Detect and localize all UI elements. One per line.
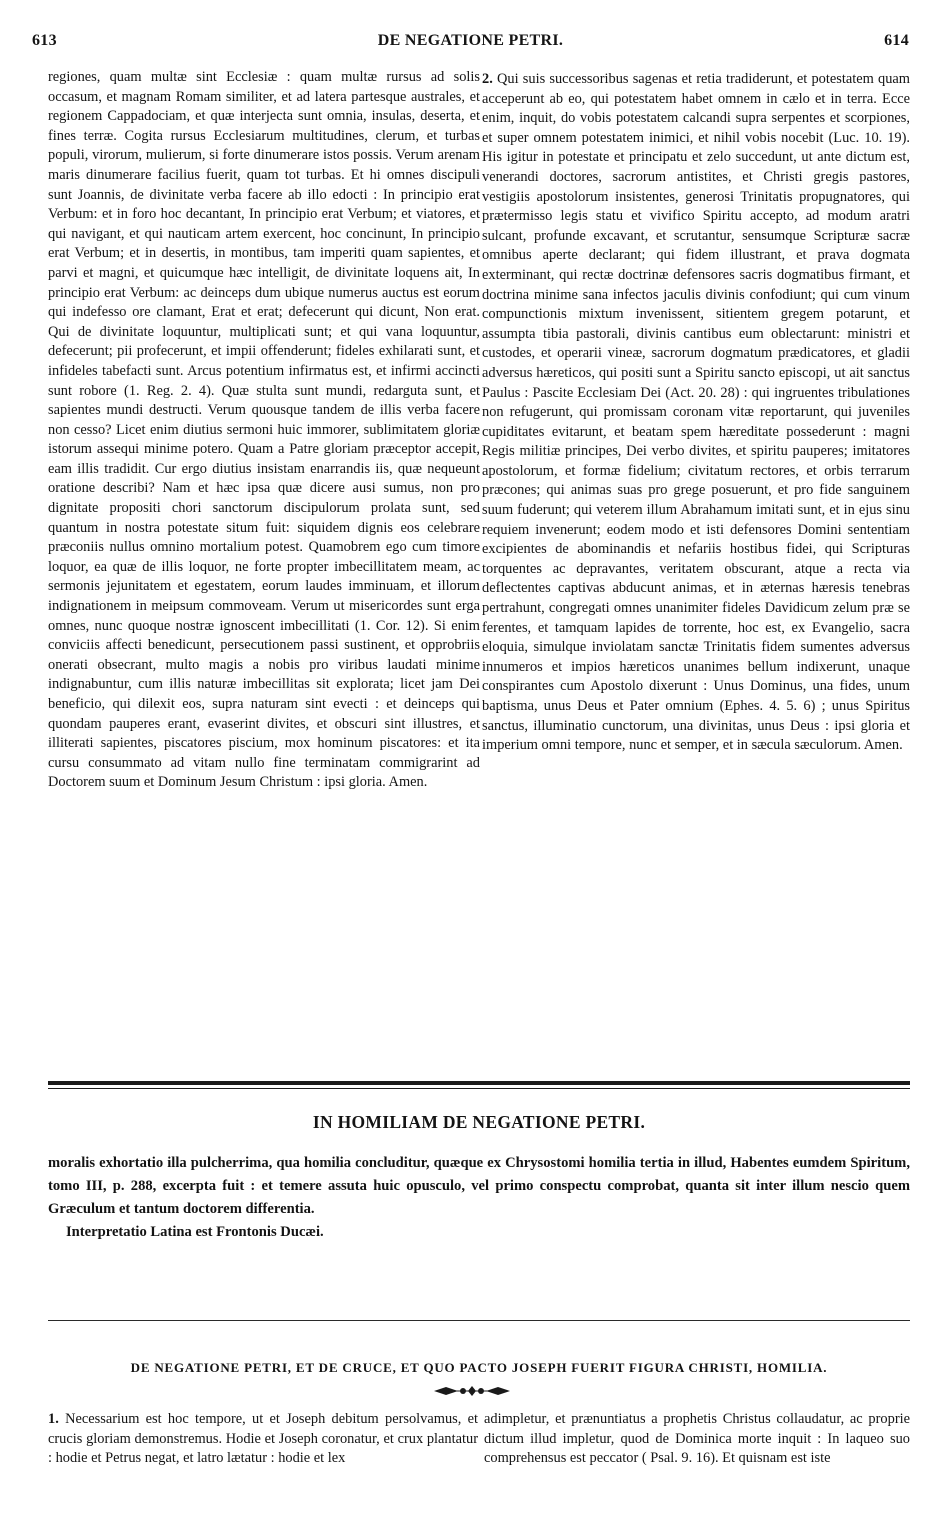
book-page [32,30,909,1520]
section-intro [48,1152,910,1244]
column-left-text: regiones, quam multæ sint Ecclesiæ : quam multæ rursus ad solis occasum, et magnam Romam similiter, et ad latera partesque australes, et regionem Cappadociam, et quæ interjecta sunt omnia, insulas, deserta, et fines terræ. Cogita rursus Ecclesiarum multitudines, clerum, et turbas populi, virorum, mulierum, si forte dinumerare istos possis. Verum arenam maris dinumerare facilius fuerit, quam tot turbas. Et hi omnes discipuli sunt Joannis, de divinitate verba facere ab illo edocti : In principio erat Verbum: et in foro hoc decantant, In principio erat Verbum; et viatores, et qui navigant, et qui nauticam artem exercent, hoc concinunt, In principio erat Verbum; et in desertis, in montibus, tam imperiti quam sapientes, et parvi et magni, et quicumque hæc intelligit, de divinitate loquens ait, In principio erat Verbum: ac deinceps dum ubique numerus auctus est eorum qui indefesso ore clamant, Erat et erat; defecerunt qui dicunt, Non erat. Qui de divinitate loquuntur, multiplicati sunt; et qui vana loquuntur, defecerunt; pii profecerunt, et impii offenderunt; fideles exhilarati sunt, et infideles tabefacti sunt. Arcus potentium infirmatus est, et infirmi accincti sunt robore (1. Reg. 2. 4). Quæ stulta sunt mundi, redarguta sunt, et sapientes mundi destructi. Verum quousque tandem de illis verba facere non cesso? Licet enim diutius sermoni huic immorer, sublimitatem gloriæ istorum assequi minime potero. Quam a Patre gloriam præceptor accepit, eam illis tradidit. Cur ergo diutius insistam enarrandis iis, quæ nequeunt oratione describi? Nam et hæc ipsa quæ dicere ausi sumus, non pro dignitate propositi chori sanctorum discipulorum prolata sunt, sed quantum in nostra potestate situm fuit: siquidem dignis eos celebrare præconiis nullus omnino mortalium potest. Quamobrem ego cum timore loquor, ea quæ de illis loquor, ne forte propter imbecillitatem meam, ac sermonis jejunitatem et egestatem, eorum laudes imminuam, et illorum indignationem in meipsum commoveam. Verum ut misericordes sunt erga omnes, nunc quoque nostræ ignoscent imbecillitati (1. Cor. 12). Si enim conviciis affecti benedicunt, persecutionem passi sustinent, et opprobriis onerati obsecrant, multo magis a nobis pro viribus laudati minime indignabuntur, cum illis naturæ imbecillitas sit explorata; licet jam Dei beneficio, qui dilexit eos, supra naturam sint evecti : et deinceps qui quondam pauperes erant, evaserint divites, et obscuri sint illustres, et illiterati sapientes, piscatores piscium, mox hominum piscatores: et ita cursu consummato ad vitam nullo fine terminatam commigrarint ad Doctorem suum et Dominum Jesum Christum : ipsi gloria. Amen. [48,69,480,791]
section-heading: IN HOMILIAM DE NEGATIONE PETRI. [312,1112,646,1132]
paragraph-2 [482,70,910,756]
homily-col2-text: adimpletur, et prænuntiatus a prophetis Christus collaudatur, ac proprie dictum illud impletur, quod de Dominica morte inquit : In laqueo suo comprehensus est peccator ( Psal. 9. 16). Et quisnam est iste [484,1411,910,1467]
homily-col1-text: Necessarium est hoc tempore, ut et Joseph debitum persolvamus, et crucis gloriam demonstremus. Hodie et Joseph coronatur, et crux plantatur : hodie et Petrus negat, et latro lætatur : hodie et lex [48,1411,478,1467]
homily-column-left [48,1410,478,1520]
double-rule-thick [48,1081,910,1085]
homily-column-right [484,1410,910,1520]
text-column-right [482,70,910,1015]
column-right-text: Qui suis successoribus sagenas et retia tradiderunt, et potestatem quam acceperunt ab eo, qui potestatem habet omnem in cælo et in terra. Ecce enim, inquit, do vobis potestatem calcandi supra serpentes et scorpiones, et super omnem potestatem inimici, et nihil vobis nocebit (Luc. 10. 19). His igitur in potestate et principatu et zelo succedunt, ut ante dictum est, venerandi doctores, sacrorum antistites, et Christi gregis pastores, vestigiis apostolorum insistentes, generosi Trinitatis propugnatores, qui prætermisso legis statu et vivifico Spiritu accepto, ad modum aratri sulcant, profunde excavant, et scrutantur, sensumque Scripturæ sacræ omnibus aperte declarant; qui fidem illustrant, et prava dogmata exterminant, qui rectæ doctrinæ defensores sacris dogmatibus firmant, et doctrina minime sana infectos jaculis divinis confodiunt; qui cum vinum compunctionis mixtum invenissent, sitientem gregem potarunt, et assumpta tibia pastorali, divinis cantibus eum oblectarunt: ministri et custodes, et operarii vineæ, sacrorum dogmatum prædicatores, et gladii adversus hæreticos, qui positi sunt a Spiritu sancto episcopi, ut ait sanctus Paulus : Pascite Ecclesiam Dei (Act. 20. 28) : qui ingruentes tribulationes non refugerunt, qui promissam coronam vitæ reportarunt, qui juveniles cupiditates evitarunt, et beatam spem hæreditate possederunt : magni Regis militiæ principes, Dei verbo divites, et spiritu pauperes; imitatores apostolorum, et formæ fidelium; civitatum rectores, et orbis terrarum præcones; qui animas suas pro grege posuerunt, et pro fide sanguinem suum fuderunt; qui veterem illum Abrahamum imitati sunt, et in ejus sinu requiem invenerunt; eodem modo et isti defensores Domini sententiam excipientes de abominandis et nefariis hostibus fidei, qui Scripturas torquentes ac depravantes, veritatem obscurant, atque a recta via deflectentes captivas abducunt animas, et in æternas hæresis tenebras pertrahunt, congregati omnes unanimiter fideles Davidicum zelum præ se ferentes, et tamquam lapides de torrente, hoc est, ex Evangelio, sacra eloquia, simulque inviolatam sanctæ Trinitatis fidem sumentes adversus innumeros et impios hæreticos unanimes bellum indixerunt, unaque conspirantes cum Apostolo dixerunt : Unus Dominus, una fides, unum baptisma, unus Deus et Pater omnium (Ephes. 4. 5. 6) ; unus Spiritus sanctus, illuminatio cunctorum, una divinitas, unus Deus : ipsi gloria et imperium omni tempore, nunc et semper, et in sæcula sæculorum. Amen. [482,71,910,754]
ornament-icon [432,1384,512,1398]
double-rule-thin [48,1088,910,1089]
homily-paragraph-1 [48,1410,478,1469]
section-divider [48,1320,910,1321]
paragraph-number: 1. [48,1411,59,1427]
intro-note: Interpretatio Latina est Frontonis Ducæi. [66,1224,324,1240]
page-number-right: 614 [884,32,909,49]
page-number-left: 613 [32,32,57,49]
running-header [32,30,909,56]
homily-title: DE NEGATIONE PETRI, ET DE CRUCE, ET QUO PACTO JOSEPH FUERIT FIGURA CHRISTI, HOMILIA. [130,1360,828,1375]
running-title: DE NEGATIONE PETRI. [377,32,564,49]
paragraph-number: 2. [482,71,493,87]
text-column-left [48,68,480,1058]
intro-text: moralis exhortatio illa pulcherrima, qua homilia concluditur, quæque ex Chrysostomi homilia tertia in illud, Habentes eumdem Spiritum, tomo III, p. 288, excerpta fuit : et temere assuta huic opusculo, vel primo conspectu comprobat, quanta sit inter illum nescio quem Græculum et tantum doctorem differentia. [48,1155,910,1217]
